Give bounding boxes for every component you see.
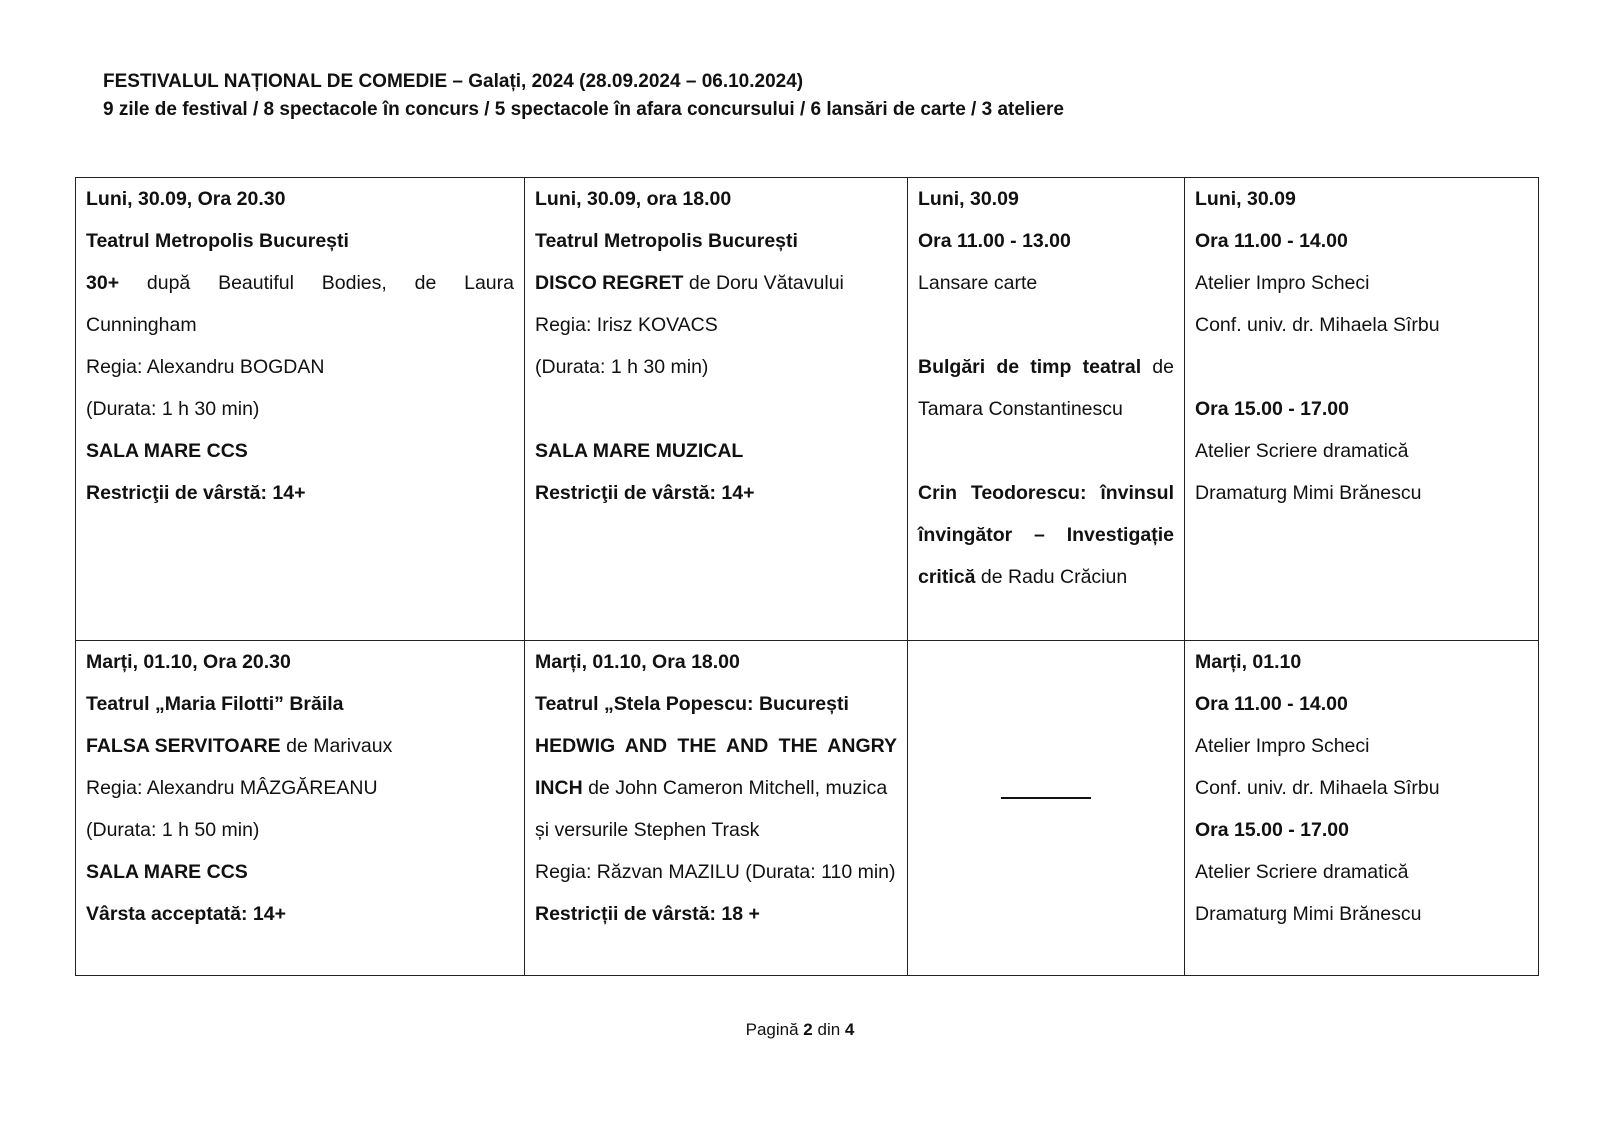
event-title: DISCO REGRET <box>535 272 684 294</box>
book-2-title-line-1: Crin Teodorescu: învinsul <box>918 482 1174 504</box>
cell-monday-show-2 <box>525 178 908 641</box>
event-director: Regia: Irisz KOVACS <box>535 314 718 336</box>
event-venue: SALA MARE CCS <box>86 861 248 883</box>
event-title-line <box>535 262 897 304</box>
festival-summary: 9 zile de festival / 8 spectacole în concurs / 5 spectacole în afara concursului / 6 lansări de carte / 3 ateliere <box>103 99 1064 120</box>
document-header <box>103 68 1503 124</box>
event-age: Vârsta acceptată: 14+ <box>86 903 286 925</box>
book-2-title-end: critică <box>918 566 976 588</box>
table-row <box>76 641 1539 976</box>
table-row <box>76 178 1539 641</box>
book-2-line-3 <box>918 556 1174 598</box>
book-2-title-line-2: învingător – Investigație <box>918 524 1174 546</box>
event-director: Regia: Răzvan MAZILU (Durata: 110 min) <box>535 861 896 883</box>
event-title-line-1: HEDWIG AND THE AND THE ANGRY <box>535 735 897 757</box>
event-author: după Beautiful Bodies, de Laura <box>119 272 514 294</box>
event-director: Regia: Alexandru BOGDAN <box>86 356 325 378</box>
workshop-2-name: Atelier Scriere dramatică <box>1195 861 1409 883</box>
workshop-1-lead: Conf. univ. dr. Mihaela Sîrbu <box>1195 777 1440 799</box>
total-pages: 4 <box>844 1020 855 1039</box>
event-title: FALSA SERVITOARE <box>86 735 281 757</box>
event-author: de John Cameron Mitchell, muzica <box>582 777 888 799</box>
cell-tuesday-empty <box>908 641 1185 976</box>
workshop-2-lead: Dramaturg Mimi Brănescu <box>1195 482 1422 504</box>
book-1-line <box>918 346 1174 388</box>
workshop-1-name: Atelier Impro Scheci <box>1195 735 1370 757</box>
event-age: Restricții de vârstă: 18 + <box>535 903 760 925</box>
cell-monday-show-1 <box>76 178 525 641</box>
event-duration: (Durata: 1 h 30 min) <box>86 398 260 420</box>
event-director: Regia: Alexandru MÂZGĂREANU <box>86 777 378 799</box>
event-title-end: INCH <box>535 777 583 799</box>
event-title-line <box>86 262 514 304</box>
cell-tuesday-show-2 <box>525 641 908 976</box>
workshop-2-time: Ora 15.00 - 17.00 <box>1195 398 1349 420</box>
schedule-table <box>75 177 1539 976</box>
event-duration: (Durata: 1 h 50 min) <box>86 819 260 841</box>
event-date: Luni, 30.09 <box>1195 188 1296 210</box>
event-age: Restricţii de vârstă: 14+ <box>535 482 755 504</box>
cell-monday-book-launch <box>908 178 1185 641</box>
workshop-1-time: Ora 11.00 - 14.00 <box>1195 230 1348 252</box>
event-date: Luni, 30.09 <box>918 188 1019 210</box>
book-1-by: de <box>1141 356 1175 378</box>
event-author: de Marivaux <box>280 735 393 757</box>
event-age: Restricţii de vârstă: 14+ <box>86 482 306 504</box>
event-type: Lansare carte <box>918 272 1038 294</box>
cell-monday-workshops <box>1185 178 1539 641</box>
event-author-cont: și versurile Stephen Trask <box>535 819 760 841</box>
cell-tuesday-show-1 <box>76 641 525 976</box>
event-title: 30+ <box>86 272 120 294</box>
workshop-1-name: Atelier Impro Scheci <box>1195 272 1370 294</box>
event-date: Luni, 30.09, Ora 20.30 <box>86 188 286 210</box>
event-theatre: Teatrul „Maria Filotti” Brăila <box>86 693 344 715</box>
workshop-2-name: Atelier Scriere dramatică <box>1195 440 1409 462</box>
event-date: Luni, 30.09, ora 18.00 <box>535 188 732 210</box>
event-author-cont: Cunningham <box>86 314 197 336</box>
event-duration: (Durata: 1 h 30 min) <box>535 356 709 378</box>
event-theatre: Teatrul „Stela Popescu: București <box>535 693 849 715</box>
event-theatre: Teatrul Metropolis București <box>86 230 349 252</box>
page-number: Pagină 2 din 4 <box>745 1020 855 1039</box>
current-page: 2 <box>803 1020 813 1039</box>
event-title-line-2 <box>535 767 897 809</box>
workshop-1-lead: Conf. univ. dr. Mihaela Sîrbu <box>1195 314 1440 336</box>
event-venue: SALA MARE MUZICAL <box>535 440 744 462</box>
workshop-2-lead: Dramaturg Mimi Brănescu <box>1195 903 1422 925</box>
festival-title: FESTIVALUL NAȚIONAL DE COMEDIE – Galați, 2024 (28.09.2024 – 06.10.2024) <box>103 71 804 92</box>
event-theatre: Teatrul Metropolis București <box>535 230 798 252</box>
event-date: Marți, 01.10, Ora 20.30 <box>86 651 291 673</box>
event-author: de Doru Vătavului <box>683 272 844 294</box>
empty-placeholder-line <box>1001 797 1091 799</box>
book-1-author: Tamara Constantinescu <box>918 398 1123 420</box>
event-title-line <box>86 725 514 767</box>
book-1-title: Bulgări de timp teatral <box>918 356 1142 378</box>
cell-tuesday-workshops <box>1185 641 1539 976</box>
event-venue: SALA MARE CCS <box>86 440 248 462</box>
workshop-1-time: Ora 11.00 - 14.00 <box>1195 693 1348 715</box>
book-2-author: de Radu Crăciun <box>975 566 1128 588</box>
workshop-2-time: Ora 15.00 - 17.00 <box>1195 819 1349 841</box>
event-date: Marți, 01.10, Ora 18.00 <box>535 651 740 673</box>
event-time: Ora 11.00 - 13.00 <box>918 230 1071 252</box>
event-date: Marți, 01.10 <box>1195 651 1302 673</box>
